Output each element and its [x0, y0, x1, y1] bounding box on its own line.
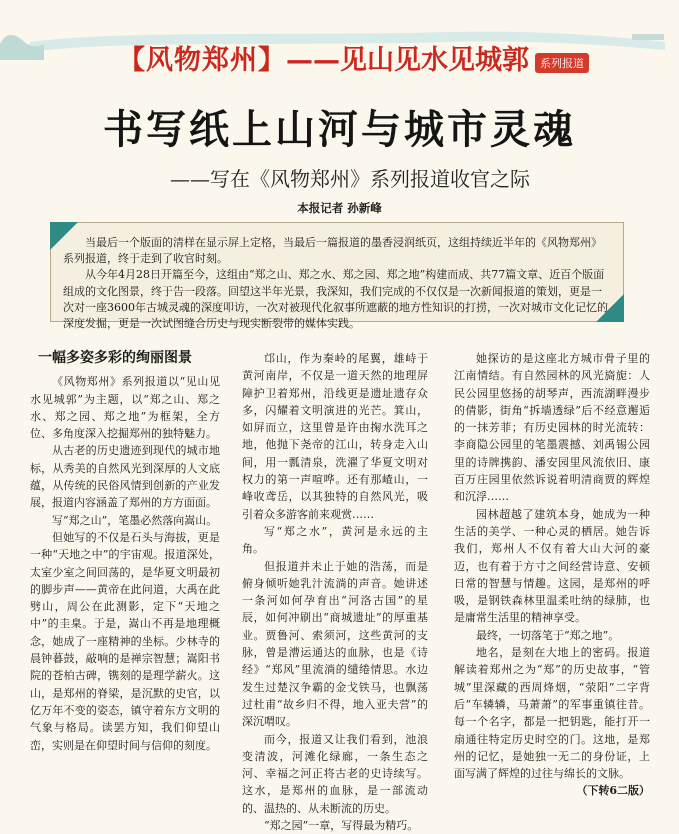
series-banner — [118, 38, 589, 77]
corner-decoration — [50, 222, 78, 250]
article-column-1 — [30, 350, 220, 754]
abstract-box — [50, 222, 624, 331]
paragraph: 但她写的不仅是石头与海拔，更是一种“天地之中”的宇宙观。报道深处，太室少室之间回荡的，是华夏文明最初的脚步声——黄帝在此问道，大禹在此劈山，周公在此测影，定下“天地之中”的圭臬。于是，嵩山不再是地理概念，她成了一座精神的坐标。少林寺的晨钟暮鼓，敲响的是禅宗智慧；嵩阳书院的苍柏古碑，镌刻的是理学薪火。这山，是郑州的脊梁，是沉默的史官，以亿万年不变的姿态，镇守着东方文明的气象与格局。读罢方知，我们仰望山峦，实则是在仰望时间与信仰的刻度。 — [30, 530, 220, 752]
article-column-3 — [454, 350, 650, 800]
series-subtitle: ——见山见水见城郭 — [286, 45, 529, 76]
corner-decoration — [596, 294, 624, 322]
paragraph: 《风物郑州》系列报道以“见山见水见城郭”为主题，以“郑之山、郑之水、郑之园、郑之地”为框架，全方位、多角度深入挖掘郑州的独特魅力。 — [30, 375, 220, 441]
continued-note: （下转6二版） — [576, 784, 650, 798]
paragraph: 邙山，作为秦岭的尾翼，雄峙于黄河南岸，不仅是一道天然的地理屏障护卫着郑州，沿线更是遗址遗存众多，闪耀着文明演进的光芒。箕山，如屏而立，这里曾是许由掬水洗耳之地，他抛下尧帝的江山，转身走入山间，用一瓢清泉，洗濯了华夏文明对权力的第一声喧哗。还有那嵖山，一峰收鸢岳，以其独特的自然风光，吸引着众多游客前来观赏…… — [242, 352, 428, 521]
paragraph: 园林超越了建筑本身，她成为一种生活的美学、一种心灵的栖居。她告诉我们，郑州人不仅有着大山大河的豪迈，也有着于方寸之间经营诗意、安顿日常的智慧与情趣。这园，是郑州的呼吸，是钢铁森林里温柔吐纳的绿肺，也是庸常生活里的精神享受。 — [454, 507, 650, 625]
paragraph: 写“郑之水”，黄河是永远的主角。 — [242, 524, 428, 556]
subheadline: ——写在《风物郑州》系列报道收官之际 — [170, 167, 530, 191]
series-badge: 系列报道 — [535, 53, 589, 73]
paragraph: 写“郑之山”，笔墨必然落向嵩山。 — [52, 513, 218, 527]
article-column-2 — [242, 350, 428, 834]
headline: 书写纸上山河与城市灵魂 — [103, 107, 576, 153]
mountain-right — [632, 34, 664, 40]
section-heading: 一幅多姿多彩的绚丽图景 — [38, 350, 192, 366]
series-title: 【风物郑州】 — [118, 45, 286, 76]
paragraph: “郑之园”一章，写得最为精巧。 — [264, 819, 419, 833]
paragraph: 而今，报道又让我们看到，池浪变清波，河滩化绿廊，一条生态之河、幸福之河正将古老的史诗续写。这水，是郑州的血脉，是一部流动的、温热的、从未断流的历史。 — [242, 732, 428, 815]
paragraph: 地名，是刻在大地上的密码。报道解读着郑州之为“郑”的历史故事，“管城”里深藏的西周烽烟，“荥阳”二字背后“车辚辚，马萧萧”的军事重镇往昔。每一个名字，都是一把钥匙，能打开一扇通往特定历史时空的门。这地，是郑州的记忆，是她独一无二的身份证，上面写满了辉煌的过往与绵长的文脉。 — [454, 646, 650, 781]
abstract-paragraph: 当最后一个版面的清样在显示屏上定格，当最后一篇报道的墨香浸润纸页，这组持续近半年的《风物郑州》系列报道，终于走到了收官时刻。 — [63, 236, 602, 266]
paragraph: 但报道并未止于她的浩荡，而是俯身倾听她乳汁流淌的声音。她讲述一条河如何孕育出“河洛古国”的星辰，如何冲刷出“商城遗址”的厚重基业。贾鲁河、索须河，这些黄河的支脉，曾是漕运通达的血脉，也是《诗经》“郑风”里流淌的缱绻情思。水边发生过楚汉争霸的金戈铁马，也飘荡过杜甫“故乡归不得，地入亚夫营”的深沉喟叹。 — [242, 559, 428, 729]
abstract-paragraph: 从今年4月28日开篇至今，这组由“郑之山、郑之水、郑之园、郑之地”构建而成、共77篇文章、近百个版面组成的文化图景，终于告一段落。回望这半年光景，我深知，我们完成的不仅仅是一次新闻报道的策划，更是一次对一座3600年古城灵魂的深度叩访，一次对被现代化叙事所遮蔽的地方性知识的打捞，一次对城市文化记忆的深度发掘，更是一次试图缝合历史与现实断裂带的媒体实践。 — [63, 268, 608, 331]
paragraph: 从古老的历史遗迹到现代的城市地标，从秀美的自然风光到深厚的人文底蕴，从传统的民俗风情到创新的产业发展，报道内容涵盖了郑州的方方面面。 — [30, 444, 220, 510]
paragraph: 最终，一切落笔于“郑之地”。 — [476, 628, 620, 642]
paragraph: 她探访的是这座北方城市骨子里的江南情结。有自然园林的风光旖旎：人民公园里悠扬的胡琴声，西流湖畔漫步的倩影，街角“拆墙透绿”后不经意邂逅的一抹芳菲；有历史园林的时光流转：李商隐公园里的笔墨震撼、刘禹锡公园里的诗牌携韵、潘安园里风流依旧、康百万庄园里依然诉说着明清商贾的辉煌和沉浮…… — [454, 352, 650, 504]
byline: 本报记者 孙新峰 — [297, 201, 382, 215]
